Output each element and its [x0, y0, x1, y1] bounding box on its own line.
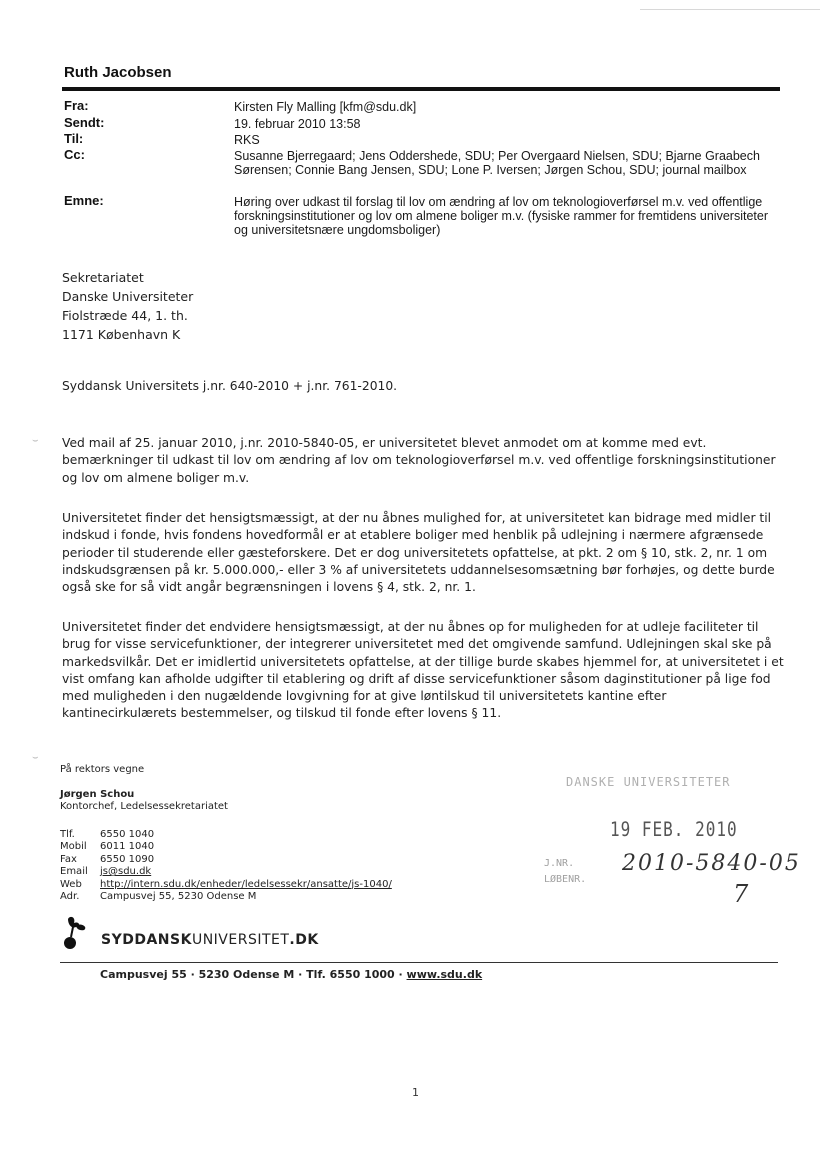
logo-regular-text: UNIVERSITET [191, 932, 290, 948]
contact-key: Adr. [60, 891, 80, 903]
handwritten-lobenr: 7 [733, 880, 749, 908]
on-behalf-text: På rektors vegne [60, 764, 145, 775]
contact-value: Campusvej 55, 5230 Odense M [100, 891, 257, 903]
contact-row [60, 829, 392, 841]
contact-key: Tlf. [60, 829, 75, 840]
sender-name: Ruth Jacobsen [64, 64, 172, 81]
paragraph: Universitetet finder det hensigtsmæssigt, at der nu åbnes mulighed for, at universitetet kan bidrage med midler til indskud i fonde, hvis fondens hovedformål er at etablere boliger med henblik på udlejning i nærmere afgrænsede perioder til studerende eller gæsteforskere. Det er dog universitetets opfattelse, at pkt. 2 om § 10, stk. 2, nr. 1 om indskudsgrænsen på kr. 5.000.000,- eller 3 % af universitetets uddannelsesomsætning bør forhøjes, og dette burde også ske for så vidt angår begrænsningen i lovens § 4, stk. 2, nr. 1. [62, 511, 775, 595]
contact-key: Mobil [60, 841, 87, 853]
sent-label: Sendt: [64, 115, 105, 130]
paragraph: Ved mail af 25. januar 2010, j.nr. 2010-5840-05, er universitetet blevet anmodet om at komme med evt. bemærkninger til udkast til lov om ændring af lov om teknologioverførsel m.v. ved offentlige forskningsinstitutioner og lov om almene boliger m.v. [62, 436, 776, 485]
page-number: 1 [412, 1086, 419, 1099]
contact-key: Fax [60, 853, 77, 865]
logo-bold-text: SYDDANSK [101, 932, 192, 948]
contact-row [60, 841, 392, 853]
handwritten-jnr: 2010-5840-05 [622, 851, 801, 876]
stamp-date: 19 FEB. 2010 [610, 818, 738, 841]
margin-mark: ⌣ [32, 435, 39, 446]
contact-row [60, 866, 392, 878]
logo-suffix-text: .DK [289, 932, 319, 948]
footer-address-text: Campusvej 55 · 5230 Odense M · Tlf. 6550 1000 · [100, 968, 407, 981]
footer-website-link[interactable]: www.sdu.dk [406, 968, 483, 981]
to-value: RKS [234, 133, 260, 147]
contact-value: 6550 1090 [100, 853, 155, 865]
sdu-logo-wordmark [101, 932, 319, 948]
contact-key: Web [60, 878, 82, 890]
from-value: Kirsten Fly Malling [kfm@sdu.dk] [234, 100, 417, 114]
scan-artifact-line [640, 9, 820, 10]
signer-name: Jørgen Schou [60, 789, 135, 800]
from-label: Fra: [64, 98, 89, 113]
address-line: Danske Universiteter [62, 289, 194, 304]
header-rule [62, 87, 780, 91]
recipient-address [62, 268, 193, 344]
contact-value: 6550 1040 [100, 829, 155, 840]
sdu-logo-icon [58, 915, 98, 955]
cc-value: Susanne Bjerregaard; Jens Oddershede, SDU; Per Overgaard Nielsen, SDU; Bjarne Graabech Sørensen; Connie Bang Jensen, SDU; Lone P. Iversen; Jørgen Schou, SDU; journal mailbox [234, 149, 760, 177]
contact-row [60, 879, 392, 891]
contact-value: 6011 1040 [100, 841, 155, 853]
email-link[interactable]: js@sdu.dk [100, 866, 152, 878]
contact-key: Email [60, 866, 88, 878]
to-label: Til: [64, 131, 84, 146]
subject-value: Høring over udkast til forslag til lov om ændring af lov om teknologioverførsel m.v. ved offentlige forskningsinstitutioner og lov om almene boliger m.v. (fysiske rammer for fremtidens universiteter og universitetsnære ungdomsboliger) [234, 195, 768, 237]
reference-line: Syddansk Universitets j.nr. 640-2010 + j.nr. 761-2010. [62, 379, 398, 393]
contact-table [60, 829, 392, 903]
stamp-labels [544, 856, 586, 888]
stamp-lobenr-label: LØBENR. [544, 874, 587, 885]
stamp-org: DANSKE UNIVERSITETER [566, 775, 731, 789]
sent-value: 19. februar 2010 13:58 [234, 117, 361, 131]
contact-row [60, 854, 392, 866]
subject-label: Emne: [64, 193, 104, 208]
footer-address [100, 968, 482, 981]
address-line: 1171 København K [62, 327, 181, 342]
address-line: Fiolstræde 44, 1. th. [62, 308, 188, 323]
web-link[interactable]: http://intern.sdu.dk/enheder/ledelsessekr/ansatte/js-1040/ [100, 878, 392, 890]
cc-label: Cc: [64, 147, 85, 162]
paragraph: Universitetet finder det endvidere hensigtsmæssigt, at der nu åbnes op for muligheden for at udleje faciliteter til brug for visse servicefunktioner, der integrerer universitetet med det omgivende samfund. Udlejningen skal ske på markedsvilkår. Det er imidlertid universitetets opfattelse, at der tillige burde skabes hjemmel for, at universitetet i et vist omfang kan afholde udgifter til etablering og drift af disse servicefunktioner såsom daginstitutioner på lige fod med muligheden i den nugældende lovgivning for at give løntilskud til universitetets kantine efter kantinecirkulærets bestemmelser, og tilskud til fonde efter lovens § 11. [62, 620, 784, 721]
signer-title: Kontorchef, Ledelsessekretariatet [60, 801, 228, 812]
address-line: Sekretariatet [62, 270, 144, 285]
margin-mark: ⌣ [32, 752, 39, 763]
stamp-jnr-label: J.NR. [544, 858, 575, 869]
contact-row [60, 891, 392, 903]
footer-rule [60, 962, 778, 963]
